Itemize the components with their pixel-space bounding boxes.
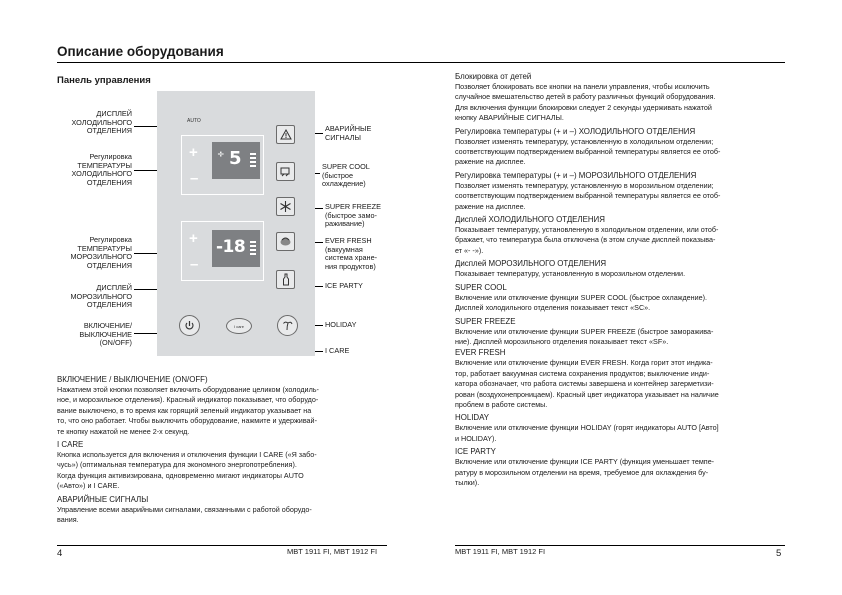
section-heading: Регулировка температуры (+ и –) МОРОЗИЛЬНОГО ОТДЕЛЕНИЯ [455, 170, 697, 180]
superfreeze-button[interactable] [276, 197, 295, 216]
fridge-plus-button[interactable]: + [189, 144, 198, 161]
section-heading: HOLIDAY [455, 413, 490, 423]
label-iceparty: ICE PARTY [325, 281, 363, 290]
section-body: Управление всеми аварийными сигналами, связанными с работой оборудо- вания. [57, 504, 312, 525]
label-everfresh: EVER FRESH (вакуумная система хране- ния продуктов) [325, 236, 378, 271]
page-title: Описание оборудования [57, 44, 224, 59]
left-text-block [57, 375, 387, 525]
section-body: Нажатием этой кнопки позволяет включить оборудование целиком (холодиль- ное, и морозильное отделения). Красный индикатор показывает, что оборудо- вание выключено, в то время как горящий зеленый индикатор указывает на то, что оно работает. Чтобы выключить оборудование, нажмите и удерживай- те кнопку нажатой не менее 2-х секунд. [57, 385, 319, 436]
fridge-level-icon [250, 153, 256, 167]
section-body: Позволяет изменять температуру, установленную в холодильном отделении; соответствующим подтверждением выбранной температуры является ее отоб- ражение на дисплее. [455, 136, 721, 167]
holiday-palm-icon [282, 320, 293, 331]
fridge-temp-value: 5 [229, 148, 242, 169]
section-body: Показывает температуру, установленную в морозильном отделении. [455, 269, 686, 279]
section-body: Включение или отключение функции SUPER COOL (быстрое охлаждение). Дисплей холодильного отделения показывает текст «SC». [455, 292, 708, 313]
section-body: Включение или отключение функции ICE PARTY (функция уменьшает темпе- ратуру в морозильном отделении на время, требуемое для охлаждения бу- тылки). [455, 457, 715, 487]
fridge-minus-button[interactable]: – [190, 170, 199, 187]
section-heading: АВАРИЙНЫЕ СИГНАЛЫ [57, 494, 149, 504]
section-heading: ВКЛЮЧЕНИЕ / ВЫКЛЮЧЕНИЕ (ON/OFF) [57, 375, 208, 384]
label-holiday: HOLIDAY [325, 320, 357, 329]
section-heading: SUPER COOL [455, 282, 507, 292]
section-heading: Дисплей МОРОЗИЛЬНОГО ОТДЕЛЕНИЯ [455, 259, 607, 269]
icare-button-label: I care [233, 323, 244, 329]
label-superfreeze: SUPER FREEZE (быстрое замо- раживание) [325, 202, 381, 229]
section-heading: Дисплей ХОЛОДИЛЬНОГО ОТДЕЛЕНИЯ [455, 215, 605, 225]
bottle-icon [280, 273, 292, 286]
everfresh-icon [279, 236, 292, 247]
label-fridge-display: ДИСПЛЕЙ ХОЛОДИЛЬНОГО ОТДЕЛЕНИЯ [71, 109, 132, 136]
supercool-button[interactable] [276, 162, 295, 181]
iceparty-button[interactable] [276, 270, 295, 289]
everfresh-button[interactable] [276, 232, 295, 251]
label-onoff: ВКЛЮЧЕНИЕ/ ВЫКЛЮЧЕНИЕ (ON/OFF) [79, 321, 132, 348]
freezer-level-icon [250, 241, 256, 255]
label-freezer-temp: Регулировка ТЕМПЕРАТУРЫ МОРОЗИЛЬНОГО ОТДЕЛЕНИЯ [70, 235, 132, 270]
section-body: Позволяет блокировать все кнопки на панели управления, чтобы исключить случайное вмешательство детей в работу различных функций оборудования. Для включения функции блокировки следует 2 секунды удерживать нажатой кнопку АВАРИЙНЫЕ СИГНАЛЫ. [455, 82, 716, 123]
label-fridge-temp: Регулировка ТЕМПЕРАТУРЫ ХОЛОДИЛЬНОГО ОТДЕЛЕНИЯ [71, 152, 132, 187]
onoff-button[interactable] [179, 315, 200, 336]
label-supercool: SUPER COOL (быстрое охлаждение) [322, 162, 370, 189]
section-heading: I CARE [57, 440, 84, 450]
section-body: Кнопка используется для включения и отключения функции I CARE («Я забо- чусь») (оптимальная температура для экономного энергопотребления). Когда функция активизирована, одновременно мигают индикаторы AUTO («Авто») и I CARE. [57, 450, 317, 491]
section-body: Включение или отключение функции SUPER FREEZE (быстрое заморажива- ние). Дисплей морозильного отделения показывает текст «SF». [455, 326, 714, 346]
power-icon [184, 320, 195, 331]
section-body: Показывает температуру, установленную в холодильном отделении, или отоб- бражает, что температура была отключена (в этом случае дисплей показыва- ет «- -»). [455, 225, 719, 255]
footer-rule-right [455, 545, 785, 546]
label-freezer-display: ДИСПЛЕЙ МОРОЗИЛЬНОГО ОТДЕЛЕНИЯ [70, 283, 132, 310]
section-heading: EVER FRESH [455, 348, 506, 358]
freezer-temp-value: -18 [216, 237, 246, 257]
holiday-button[interactable] [277, 315, 298, 336]
section-body: Включение или отключение функции HOLIDAY (горят индикаторы AUTO [Авто] и HOLIDAY). [455, 423, 719, 443]
title-rule [57, 62, 785, 63]
freezer-lcd [212, 230, 260, 267]
footer-model-left: MBT 1911 FI, MBT 1912 FI [287, 547, 378, 556]
label-icare: I CARE [325, 346, 350, 355]
section-heading: ICE PARTY [455, 447, 496, 457]
section-heading: Регулировка температуры (+ и –) ХОЛОДИЛЬНОГО ОТДЕЛЕНИЯ [455, 126, 696, 136]
footer-rule-left [57, 545, 387, 546]
footer-model-right: MBT 1911 FI, MBT 1912 FI [455, 547, 546, 556]
fridge-sign: ÷ [217, 150, 225, 160]
section-heading: SUPER FREEZE [455, 316, 516, 326]
freezer-minus-button[interactable]: – [190, 256, 199, 273]
section-body: Включение или отключение функции EVER FRESH. Когда горит этот индика- тор, работает вакуумная система сохранения продуктов; выключение инди- катора обозначает, что работа системы завершена и контейнер загерметизи- рован (воздухонепроницаем). Красный цвет индикатора указывает на наличие проблем в работе системы. [455, 358, 719, 409]
supercool-icon [279, 166, 292, 178]
fridge-lcd [212, 142, 260, 179]
alarm-triangle-icon [280, 129, 292, 140]
page-number-left: 4 [57, 548, 63, 559]
snowflake-icon [279, 200, 292, 213]
page-number-right: 5 [776, 548, 782, 559]
label-alarm: АВАРИЙНЫЕ СИГНАЛЫ [325, 124, 372, 142]
section-body: Позволяет изменять температуру, установленную в морозильном отделении; соответствующим подтверждением выбранной температуры является ее отоб- ражение на дисплее. [455, 180, 721, 211]
freezer-plus-button[interactable]: + [189, 230, 198, 247]
alarm-button[interactable] [276, 125, 295, 144]
section-heading: Блокировка от детей [455, 72, 532, 81]
right-text-block [455, 72, 785, 488]
control-panel [157, 91, 315, 356]
auto-indicator: AUTO [187, 118, 201, 124]
icare-button[interactable] [226, 318, 252, 334]
section-subtitle: Панель управления [57, 75, 151, 86]
